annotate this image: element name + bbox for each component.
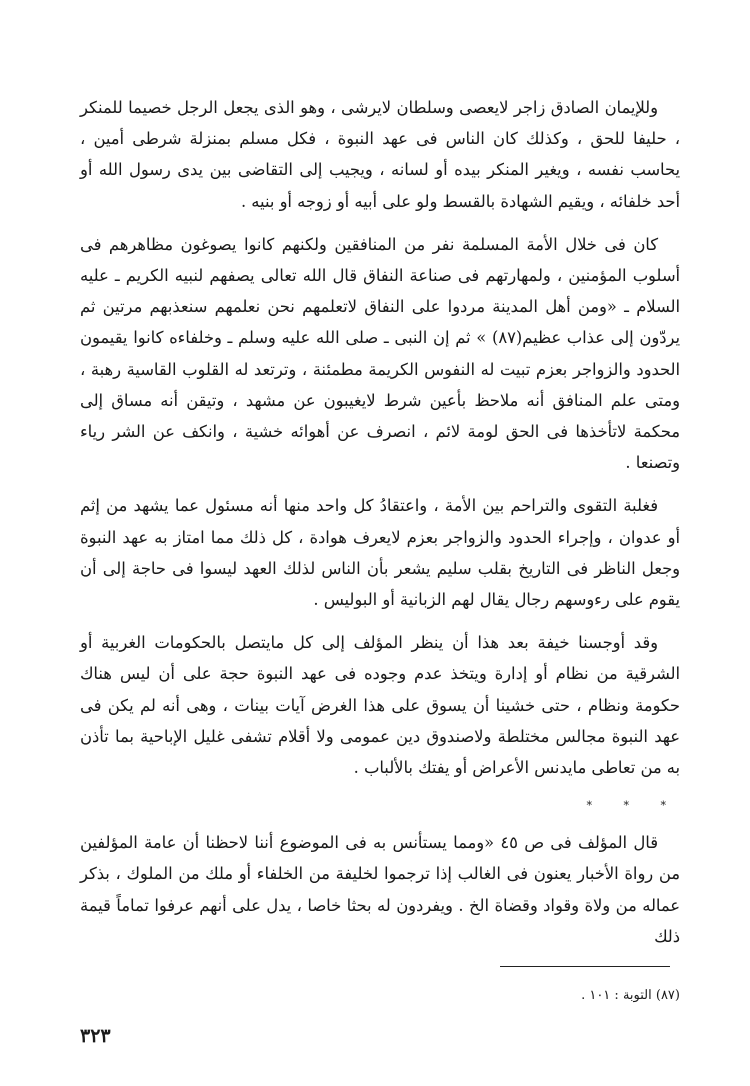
- page-number: ٣٢٣: [80, 1025, 111, 1047]
- main-text: [80, 92, 680, 964]
- footnote-rule: [500, 966, 670, 967]
- paragraph-4: وقد أوجسنا خيفة بعد هذا أن ينظر المؤلف إلى كل مايتصل بالحكومات الغربية أو الشرقية من نظام أو إدارة ويتخذ عدم وجوده فى عهد النبوة حجة على أن ليس هناك حكومة ونظام ، حتى خشينا أن يسوق على هذا الغرض آيات بينات ، وهى أنه لم يكن فى عهد النبوة مجالس مختلطة ولاصندوق دين عمومى ولا أقلام تشفى غليل الإباحية بما تأذن به من تعاطى مايدنس الأعراض أو يفتك بالألباب .: [80, 633, 680, 778]
- footnote: (٨٧) التوبة : ١٠١ .: [581, 988, 680, 1003]
- paragraph-5: قال المؤلف فى ص ٤٥ «ومما يستأنس به فى الموضوع أننا لاحظنا أن عامة المؤلفين من رواة الأخبار يعنون فى الغالب إذا ترجموا لخليفة من الخلفاء أو ملك من الملوك ، بذكر عماله من ولاة وقواد وقضاة الخ . ويفردون له بحثا خاصا ، يدل على أنهم عرفوا تماماً قيمة ذلك: [80, 833, 680, 946]
- paragraph-2: كان فى خلال الأمة المسلمة نفر من المنافقين ولكنهم كانوا يصوغون مظاهرهم فى أسلوب المؤمنين ، ولمهارتهم فى صناعة النفاق قال الله تعالى يصفهم لنبيه الكريم ـ عليه السلام ـ «ومن أهل المدينة مردوا على النفاق لاتعلمهم نحن نعلمهم سنعذبهم مرتين ثم يردّون إلى عذاب عظيم(٨٧) » ثم إن النبى ـ صلى الله عليه وسلم ـ وخلفاءه كانوا يقيمون الحدود والزواجر بعزم تبيت له النفوس الكريمة مطمئنة ، وترتعد له القلوب القاسية رهبة ، ومتى علم المنافق أنه ملاحظ بأعين شرط لايغيبون عن مشهد ، وتيقن أنه مساق إلى محكمة لاتأخذها فى الحق لومة لائم ، انصرف عن أهوائه خشية ، وانكف عن الشر رياء وتصنعا .: [80, 234, 681, 473]
- paragraph-1: وللإيمان الصادق زاجر لايعصى وسلطان لايرشى ، وهو الذى يجعل الرجل خصيما للمنكر ، حليفا للحق ، وكذلك كان الناس فى عهد النبوة ، فكل مسلم بمنزلة شرطى أمين ، يحاسب نفسه ، ويغير المنكر بيده أو لسانه ، ويجيب إلى التقاضى بين يدى رسول الله أو أحد خلفائه ، ويقيم الشهادة بالقسط ولو على أبيه أو زوجه أو بنيه .: [80, 98, 680, 211]
- paragraph-3: فغلبة التقوى والتراحم بين الأمة ، واعتقادُ كل واحد منها أنه مسئول عما يشهد من إثم أو عدوان ، وإجراء الحدود والزواجر بعزم لايعرف هوادة ، كل ذلك مما امتاز به عهد النبوة وجعل الناظر فى التاريخ بقلب سليم يشعر بأن الناس لذلك العهد ليسوا فى حاجة إلى أن يقوم على رءوسهم رجال يقال لهم الزبانية أو البوليس .: [80, 496, 680, 610]
- section-separator: * * *: [586, 799, 680, 813]
